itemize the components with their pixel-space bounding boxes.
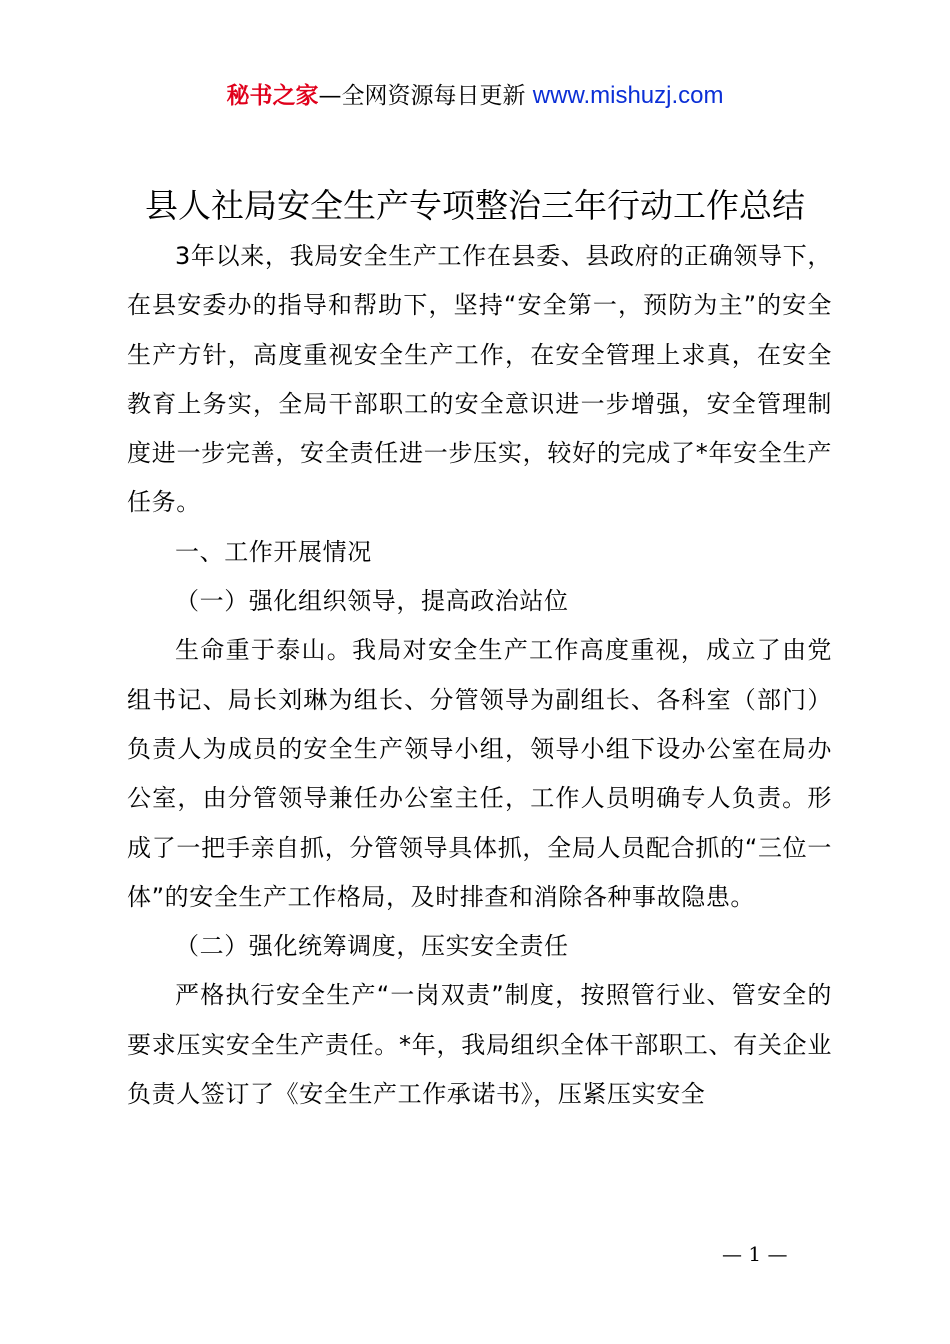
intro-paragraph: 3年以来，我局安全生产工作在县委、县政府的正确领导下，在县安委办的指导和帮助下，坚持“安全第一，预防为主”的安全生产方针，高度重视安全生产工作，在安全管理上求真，在安全教育上务实，全局干部职工的安全意识进一步增强，安全管理制度进一步完善，安全责任进一步压实，较好的完成了*年安全生产任务。 (127, 242, 832, 517)
document-title: 县人社局安全生产专项整治三年行动工作总结 (145, 186, 805, 225)
subsection-heading: （一）强化组织领导，提高政治站位 (175, 587, 569, 616)
body-paragraph: 严格执行安全生产“一岗双责”制度，按照管行业、管安全的要求压实安全生产责任。*年，我局组织全体干部职工、有关企业负责人签订了《安全生产工作承诺书》，压紧压实安全 (127, 981, 832, 1109)
page-number: — 1 — (722, 1242, 788, 1266)
body-paragraph: 生命重于泰山。我局对安全生产工作高度重视，成立了由党组书记、局长刘琳为组长、分管领导为副组长、各科室（部门）负责人为成员的安全生产领导小组，领导小组下设办公室在局办公室，由分管领导兼任办公室主任，工作人员明确专人负责。形成了一把手亲自抓，分管领导具体抓，全局人员配合抓的“三位一体”的安全生产工作格局，及时排查和消除各种事故隐患。 (127, 636, 832, 911)
section-heading: 一、工作开展情况 (175, 537, 372, 566)
document-body (127, 232, 832, 1119)
site-brand: 秘书之家 (226, 83, 319, 109)
site-url-link[interactable]: www.mishuzj.com (532, 82, 724, 109)
site-tagline: —全网资源每日更新 (318, 83, 533, 109)
subsection-heading: （二）强化统筹调度，压实安全责任 (175, 932, 569, 961)
site-header (0, 80, 950, 112)
